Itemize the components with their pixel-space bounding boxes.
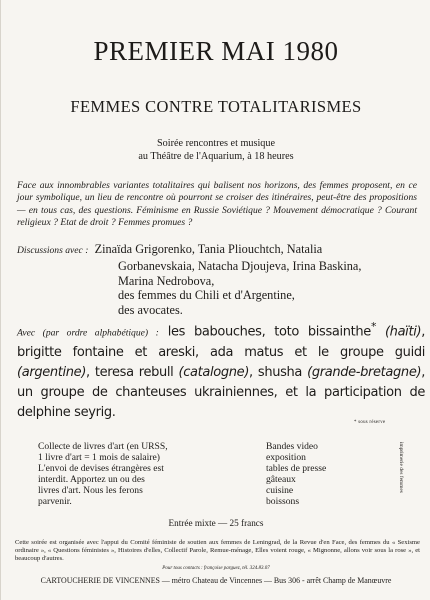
collection-line: L'envoi de devises étrangères est <box>38 462 164 474</box>
service-item: exposition <box>266 451 306 463</box>
venue-address: CARTOUCHERIE DE VINCENNES — métro Chateau de Vincennes — Bus 306 - arrêt Champ de Manœuvre <box>40 576 392 585</box>
collection-line: interdit. Apportez un ou des <box>38 473 145 485</box>
artists-text: , un groupe de chanteuses ukrainiennes, et la participation de delphine seyrig. <box>17 365 425 421</box>
footnote-star: * <box>370 320 377 333</box>
collection-line: 1 livre d'art = 1 mois de salaire) <box>38 451 160 463</box>
service-item: boissons <box>266 495 300 507</box>
collection-line: parvenir. <box>38 495 72 507</box>
intro-paragraph: Face aux innombrables variantes totalitaires qui balisent nos horizons, des femmes proposent, en ce jour symbolique, un lieu de rencontre où pourront se croiser des itinéraires, peut-être des propositions — en tous cas, des questions. Féminisme en Russie Soviétique ? Mouvement démocratique ? Courant religieux ? Etat de droit ? Femmes promues ? <box>17 180 417 228</box>
contact-line: Pour tous contacts : françoise parguez, tél. 324.83.07 <box>162 566 270 571</box>
artists-country: (grande-bretagne) <box>307 365 422 381</box>
speaker-line: Gorbanevskaia, Natacha Djoujeva, Irina Baskina, <box>118 258 362 273</box>
book-collection-notice <box>38 442 253 507</box>
speaker-line: Marina Nedrobova, <box>118 273 215 288</box>
event-info <box>1 137 430 163</box>
artists-text: , brigitte fontaine et areski, ada matus et le groupe guidi <box>17 324 425 361</box>
artists-country: (catalogne) <box>178 365 250 381</box>
event-venue-line: au Théâtre de l'Aquarium, à 18 heures <box>138 151 294 162</box>
service-item: Bandes video <box>266 441 318 452</box>
collection-line: Collecte de livres d'art (en URSS, <box>38 441 168 452</box>
artists-country: (haïti) <box>384 324 422 340</box>
artists-label: Avec (par ordre alphabétique) : <box>17 327 159 339</box>
artists-text: , teresa rebull <box>86 365 179 381</box>
service-item: gâteaux <box>266 473 296 485</box>
collection-line: livres d'art. Nous les ferons <box>38 484 143 496</box>
artists-text: les babouches, toto bissainthe <box>167 324 371 340</box>
poster-subtitle: FEMMES CONTRE TOTALITARISMES <box>70 97 362 116</box>
artists-block <box>17 317 425 423</box>
poster-title: PREMIER MAI 1980 <box>93 36 339 66</box>
service-item: tables de presse <box>266 462 327 474</box>
speaker-line: des femmes du Chili et d'Argentine, <box>118 288 295 303</box>
organizers-note: Cette soirée est organisée avec l'appui du Comité féministe de soutien aux femmes de Leningrad, de la Revue d'en Face, des femmes du « Sexisme ordinaire », « Questions féministes », Histoires d'elles, Collectif Parole, Remue-ménage, Elles voient rouge, « Mignonne, allons voir sous la rose », et beaucoup d'autres. <box>15 539 420 563</box>
footnote-text: * sous réserve <box>354 420 386 425</box>
services-list <box>266 442 386 507</box>
speaker-line: Zinaïda Grigorenko, Tania Pliouchtch, Natalia <box>94 242 323 256</box>
artists-country: (argentine) <box>17 365 87 381</box>
service-item: cuisine <box>266 484 294 496</box>
speaker-line: des avocates. <box>118 303 183 318</box>
admission-price: Entrée mixte — 25 francs <box>168 518 264 528</box>
event-info-line: Soirée rencontres et musique <box>157 138 275 149</box>
discussions-block <box>17 242 422 318</box>
artists-text: , shusha <box>249 365 308 381</box>
discussions-label: Discussions avec : <box>17 245 89 256</box>
printer-credit: imprimerie des femmes <box>398 442 404 493</box>
